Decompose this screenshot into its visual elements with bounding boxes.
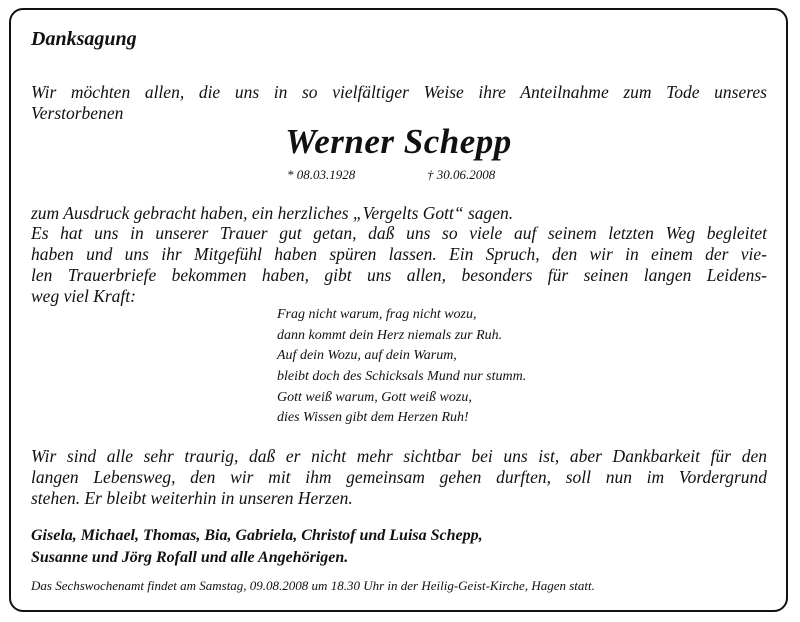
obituary-notice [9,8,788,612]
poem-line: Auf dein Wozu, auf dein Warum, [277,348,457,363]
thanks-line: len Trauerbriefe bekommen haben, gibt uns allen, besonders für seinen langen Leidens- [31,265,767,285]
deceased-name: Werner Schepp [285,122,512,161]
signature-line: Gisela, Michael, Thomas, Bia, Gabriela, Christof und Luisa Schepp, [31,527,483,544]
intro-line: Verstorbenen [31,103,124,123]
death-date: † 30.06.2008 [427,167,496,182]
poem-line: Frag nicht warum, frag nicht wozu, [277,307,477,322]
thanks-line: weg viel Kraft: [31,286,136,306]
heading: Danksagung [31,28,137,50]
closing-line: stehen. Er bleibt weiterhin in unseren Herzen. [31,488,353,508]
poem-line: dies Wissen gibt dem Herzen Ruh! [277,410,469,425]
service-announcement: Das Sechswochenamt findet am Samstag, 09.08.2008 um 18.30 Uhr in der Heilig-Geist-Kirche, Hagen statt. [31,578,595,593]
intro-line: Wir möchten allen, die uns in so vielfältiger Weise ihre Anteilnahme zum Tode unseres [31,82,767,102]
thanks-line: Es hat uns in unserer Trauer gut getan, daß uns so viele auf seinem letzten Weg begleitet [31,223,767,243]
birth-date: * 08.03.1928 [287,167,356,182]
thanks-line: haben und uns ihr Mitgefühl haben spüren lassen. Ein Spruch, den wir in einem der vie- [31,244,767,264]
thanks-line: zum Ausdruck gebracht haben, ein herzliches „Vergelts Gott“ sagen. [31,203,514,223]
poem-line: dann kommt dein Herz niemals zur Ruh. [277,328,503,343]
poem-line: Gott weiß warum, Gott weiß wozu, [277,390,472,405]
signature-line: Susanne und Jörg Rofall und alle Angehörigen. [31,549,349,566]
closing-line: Wir sind alle sehr traurig, daß er nicht mehr sichtbar bei uns ist, aber Dankbarkeit für den [31,446,767,466]
closing-line: langen Lebensweg, den wir mit ihm gemeinsam gehen durften, soll nun im Vordergrund [31,467,767,487]
poem-line: bleibt doch des Schicksals Mund nur stumm. [277,369,527,384]
